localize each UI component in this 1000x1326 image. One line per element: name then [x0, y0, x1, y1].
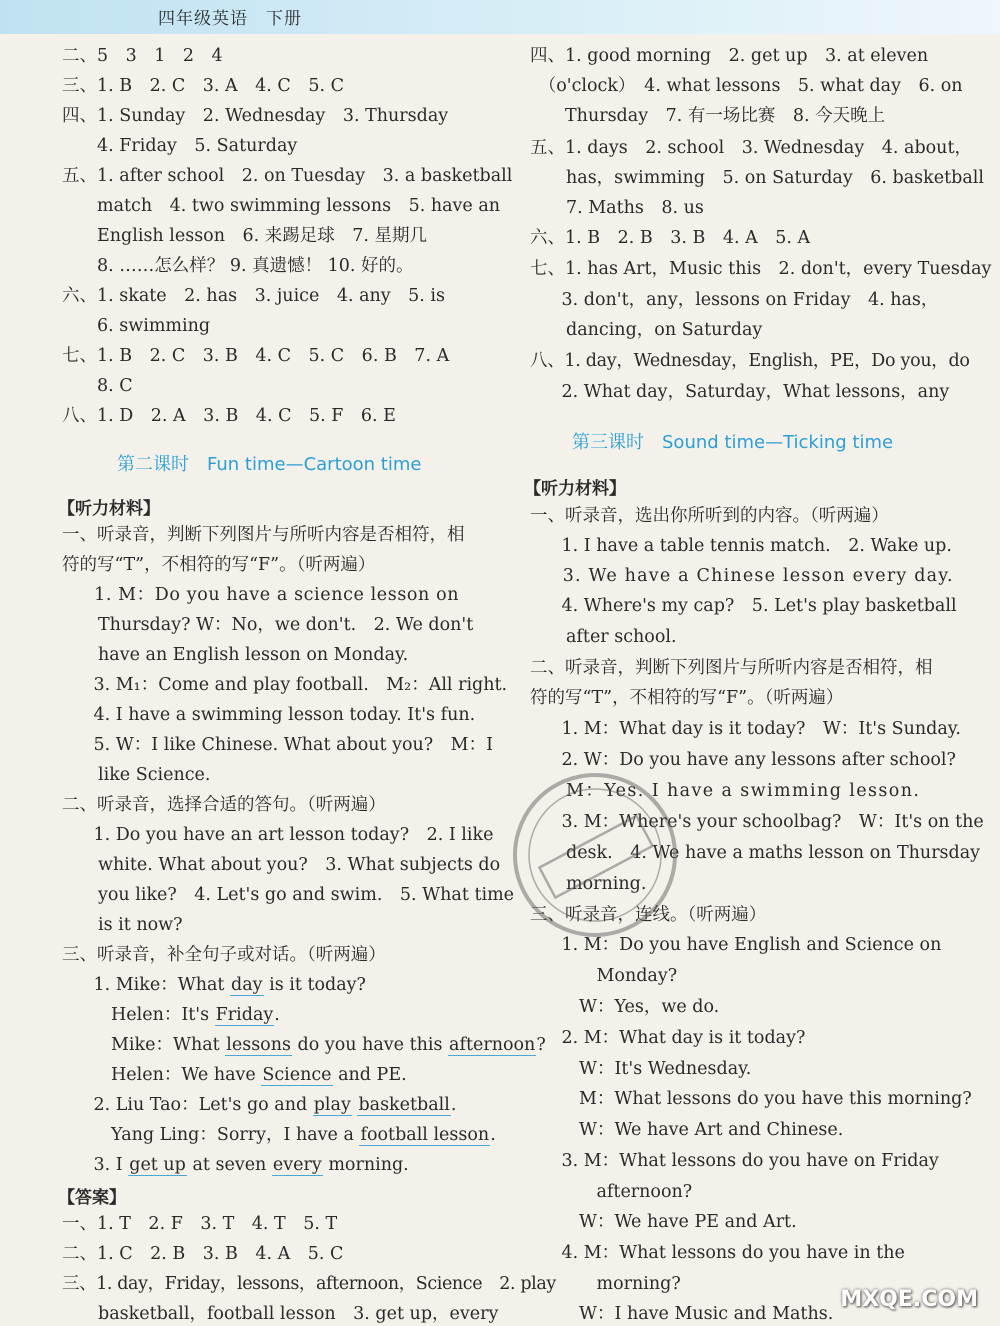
question-line: 一、听录音，判断下列图片与所听内容是否相符，相: [62, 525, 465, 545]
question-line: 3. We have a Chinese lesson every day.: [544, 566, 954, 586]
filled-blank: basketball: [358, 1095, 450, 1115]
question-line: 二、听录音，选择合适的答句。（听两遍）: [62, 795, 386, 815]
question-line: morning.: [566, 874, 647, 894]
answer-line: 2. What day，Saturday，What lessons，any: [544, 382, 950, 402]
question-line: 4. I have a swimming lesson today. It's fun.: [76, 705, 476, 725]
page-header-title: 四年级英语 下册: [158, 9, 302, 29]
answer-line: 8. ……怎么样？ 9. 真遗憾！ 10. 好的。: [62, 256, 414, 276]
text: Helen：It's: [76, 1005, 215, 1025]
text: is it today?: [263, 975, 366, 995]
question-line: W：I have Music and Maths.: [544, 1304, 834, 1324]
question-line: 三、听录音，补全句子或对话。（听两遍）: [62, 945, 386, 965]
answer-line: （o'clock） 4. what lessons 5. what day 6. on: [530, 76, 963, 96]
listening-material-header: 【听力材料】: [58, 499, 160, 519]
text: .: [450, 1095, 457, 1115]
listening-material-header: 【听力材料】: [524, 479, 626, 499]
answer-line: Thursday 7. 有一场比赛 8. 今天晚上: [530, 106, 886, 126]
question-line: 5. W：I like Chinese. What about you? M：I: [76, 735, 494, 755]
fill-blank-line: [76, 1063, 407, 1087]
answer-line: 4. Friday 5. Saturday: [62, 136, 298, 156]
question-line: 3. M：What lessons do you have on Friday: [544, 1151, 939, 1171]
question-line: 1. M：Do you have English and Science on: [544, 935, 942, 955]
answer-line: 8. C: [62, 376, 133, 396]
filled-blank: Science: [262, 1065, 332, 1085]
filled-blank: lessons: [226, 1035, 291, 1055]
section-title-lesson-2: 第二课时 Fun time—Cartoon time: [117, 454, 422, 475]
filled-blank: afternoon: [449, 1035, 536, 1055]
fill-blank-line: [76, 1123, 496, 1147]
question-line: 符的写“T”，不相符的写“F”。（听两遍）: [530, 688, 844, 708]
question-line: M：Yes. I have a swimming lesson.: [566, 781, 921, 801]
question-line: 3. M₁：Come and play football. M₂：All right.: [76, 675, 508, 695]
question-line: 1. Do you have an art lesson today? 2. I like: [76, 825, 494, 845]
answer-line: basketball，football lesson 3. get up，every: [98, 1304, 499, 1324]
filled-blank: play: [313, 1095, 351, 1115]
question-line: Monday?: [544, 966, 678, 986]
answer-line: 三、1. B 2. C 3. A 4. C 5. C: [62, 76, 344, 96]
text: Mike：What: [76, 1035, 226, 1055]
question-line: have an English lesson on Monday.: [98, 645, 409, 665]
answer-line: 五、1. after school 2. on Tuesday 3. a basketball: [62, 166, 513, 186]
filled-blank: Friday: [215, 1005, 274, 1025]
text: and PE.: [332, 1065, 407, 1085]
text: .: [274, 1005, 280, 1025]
answer-line: 六、1. B 2. B 3. B 4. A 5. A: [530, 228, 811, 248]
watermark: [822, 1266, 992, 1320]
question-line: 4. M：What lessons do you have in the: [544, 1243, 905, 1263]
answer-line: 七、1. has Art，Music this 2. don't，every Tuesday: [530, 259, 992, 279]
answer-line: English lesson 6. 来踢足球 7. 星期几: [62, 226, 427, 246]
question-line: like Science.: [98, 765, 211, 785]
question-line: desk. 4. We have a maths lesson on Thursday: [566, 843, 981, 863]
question-line: 一、听录音，选出你所听到的内容。（听两遍）: [530, 506, 889, 526]
answer-line: 八、1. D 2. A 3. B 4. C 5. F 6. E: [62, 406, 396, 426]
question-line: 3. M：Where's your schoolbag? W：It's on the: [544, 812, 984, 832]
question-line: Thursday? W：No，we don't. 2. We don't: [98, 615, 474, 635]
question-line: 三、听录音，连线。（听两遍）: [530, 905, 767, 925]
text: do you have this: [291, 1035, 449, 1055]
question-line: you like? 4. Let's go and swim. 5. What time: [98, 885, 515, 905]
text: Yang Ling：Sorry，I have a: [76, 1125, 360, 1145]
question-line: after school.: [566, 627, 677, 647]
question-line: 2. W：Do you have any lessons after school?: [544, 750, 956, 770]
answer-line: 二、5 3 1 2 4: [62, 46, 223, 66]
answer-line: 四、1. Sunday 2. Wednesday 3. Thursday: [62, 106, 449, 126]
text: ?: [536, 1035, 546, 1055]
fill-blank-line: [76, 1003, 280, 1027]
question-line: morning?: [544, 1274, 681, 1294]
text: 2. Liu Tao：Let's go and: [76, 1095, 313, 1115]
answer-line: 八、1. day，Wednesday，English，PE，Do you，do: [530, 351, 970, 371]
question-line: W：We have PE and Art.: [544, 1212, 797, 1232]
answer-line: 7. Maths 8. us: [566, 198, 704, 218]
question-line: 1. I have a table tennis match. 2. Wake up.: [544, 536, 952, 556]
filled-blank: get up: [129, 1155, 186, 1175]
text: 3. I: [76, 1155, 129, 1175]
answer-line: 七、1. B 2. C 3. B 4. C 5. C 6. B 7. A: [62, 346, 450, 366]
fill-blank-line: [76, 973, 366, 997]
answer-line: 五、1. days 2. school 3. Wednesday 4. about，: [530, 138, 972, 158]
question-line: 1. M：Do you have a science lesson on: [76, 585, 460, 605]
filled-blank: day: [231, 975, 263, 995]
fill-blank-line: [76, 1153, 409, 1177]
fill-blank-line: [76, 1093, 456, 1117]
answer-line: 二、1. C 2. B 3. B 4. A 5. C: [62, 1244, 344, 1264]
question-line: 4. Where's my cap? 5. Let's play basketball: [544, 596, 957, 616]
question-line: W：We have Art and Chinese.: [544, 1120, 844, 1140]
answer-line: 6. swimming: [62, 316, 211, 336]
answer-line: 一、1. T 2. F 3. T 4. T 5. T: [62, 1214, 338, 1234]
answer-line: 六、1. skate 2. has 3. juice 4. any 5. is: [62, 286, 446, 306]
question-line: is it now?: [98, 915, 183, 935]
question-line: 符的写“T”，不相符的写“F”。（听两遍）: [62, 555, 376, 575]
answer-line: 3. don't，any，lessons on Friday 4. has，: [544, 290, 939, 310]
answer-line: dancing，on Saturday: [566, 320, 763, 340]
answer-header: 【答案】: [58, 1188, 126, 1208]
text: .: [490, 1125, 496, 1145]
question-line: W：It's Wednesday.: [544, 1059, 752, 1079]
answer-line: has，swimming 5. on Saturday 6. basketball: [566, 168, 984, 188]
answer-line: match 4. two swimming lessons 5. have an: [62, 196, 501, 216]
section-title-lesson-3: 第三课时 Sound time—Ticking time: [572, 432, 894, 453]
text: Helen：We have: [76, 1065, 262, 1085]
question-line: white. What about you? 3. What subjects do: [98, 855, 501, 875]
text: at seven: [186, 1155, 272, 1175]
filled-blank: football lesson: [360, 1125, 490, 1145]
text: morning.: [322, 1155, 409, 1175]
question-line: afternoon?: [544, 1182, 693, 1202]
answer-line: 四、1. good morning 2. get up 3. at eleven: [530, 46, 929, 66]
question-line: W：Yes，we do.: [544, 997, 720, 1017]
fill-blank-line: [76, 1033, 546, 1057]
text: 1. Mike：What: [76, 975, 231, 995]
question-line: 2. M：What day is it today?: [544, 1028, 806, 1048]
watermark-text: MXQE.COM: [840, 1287, 978, 1312]
page-header-bar: [0, 0, 1000, 34]
filled-blank: every: [272, 1155, 322, 1175]
answer-line: 三、1. day，Friday，lessons，afternoon，Science 2. play: [62, 1274, 556, 1294]
question-line: M：What lessons do you have this morning?: [544, 1089, 972, 1109]
question-line: 二、听录音，判断下列图片与所听内容是否相符，相: [530, 658, 933, 678]
question-line: 1. M：What day is it today? W：It's Sunday.: [544, 719, 961, 739]
